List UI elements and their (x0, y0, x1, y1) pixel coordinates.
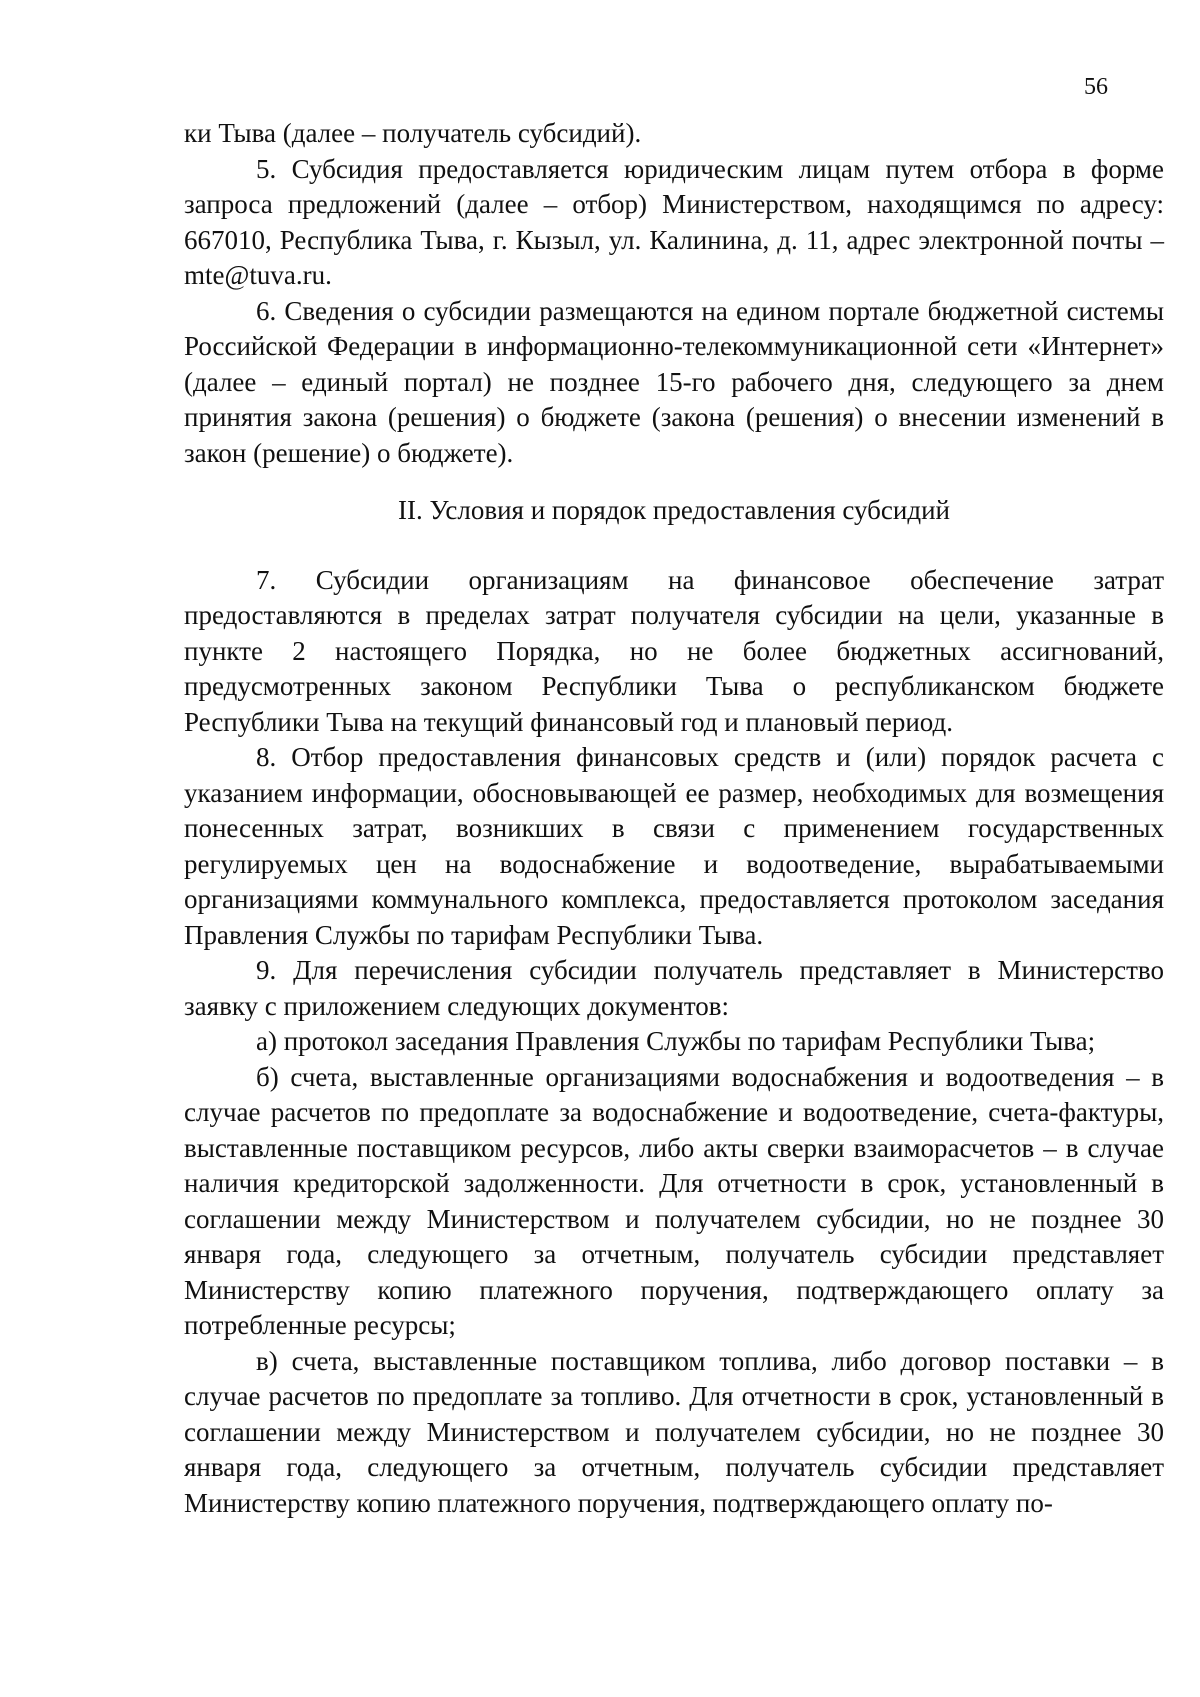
subitem-a: а) протокол заседания Правления Службы по тарифам Республики Тыва; (256, 1026, 1096, 1056)
paragraph-item-8: 8. Отбор предоставления финансовых средств и (или) порядок расчета с указанием информации, обосновывающей ее размер, необходимых для возмещения понесенных затрат, возникших в связи с применением государственных регулируемых цен на водоснабжение и водоотведение, вырабатываемыми организациями коммунального комплекса, предоставляется протоколом заседания Правления Службы по тарифам Республики Тыва. (184, 742, 1164, 950)
page-number: 56 (1084, 74, 1108, 100)
document-body (184, 116, 1164, 1521)
paragraph-item-7: 7. Субсидии организациям на финансовое обеспечение затрат предоставляются в пределах затрат получателя субсидии на цели, указанные в пункте 2 настоящего Порядка, но не более бюджетных ассигнований, предусмотренных законом Республики Тыва о республиканском бюджете Республики Тыва на текущий финансовый год и плановый период. (184, 564, 1164, 737)
paragraph-item-6: 6. Сведения о субсидии размещаются на едином портале бюджетной системы Российской Федерации в информационно-телекоммуникационной сети «Интернет» (далее – единый портал) не позднее 15-го рабочего дня, следующего за днем принятия закона (решения) о бюджете (закона (решения) о внесении изменений в закон (решение) о бюджете). (184, 295, 1164, 468)
section-heading: II. Условия и порядок предоставления субсидий (398, 495, 950, 525)
subitem-v: в) счета, выставленные поставщиком топлива, либо договор поставки – в случае расчетов по предоплате за топливо. Для отчетности в срок, установленный в соглашении между Министерством и получателем субсидии, но не позднее 30 января года, следующего за отчетным, получатель субсидии представляет Министерству копию платежного поручения, подтверждающего оплату по- (184, 1345, 1164, 1518)
paragraph-continuation: ки Тыва (далее – получатель субсидий). (184, 118, 642, 148)
paragraph-item-5: 5. Субсидия предоставляется юридическим лицам путем отбора в форме запроса предложений (далее – отбор) Министерством, находящимся по адресу: 667010, Республика Тыва, г. Кызыл, ул. Калинина, д. 11, адрес электронной почты – mte@tuva.ru. (184, 153, 1164, 290)
paragraph-item-9: 9. Для перечисления субсидии получатель представляет в Министерство заявку с приложением следующих документов: (184, 955, 1164, 1021)
subitem-b: б) счета, выставленные организациями водоснабжения и водоотведения – в случае расчетов по предоплате за водоснабжение и водоотведение, счета-фактуры, выставленные поставщиком ресурсов, либо акты сверки взаиморасчетов – в случае наличия кредиторской задолженности. Для отчетности в срок, установленный в соглашении между Министерством и получателем субсидии, но не позднее 30 января года, следующего за отчетным, получатель субсидии представляет Министерству копию платежного поручения, подтверждающего оплату за потребленные ресурсы; (184, 1061, 1164, 1340)
